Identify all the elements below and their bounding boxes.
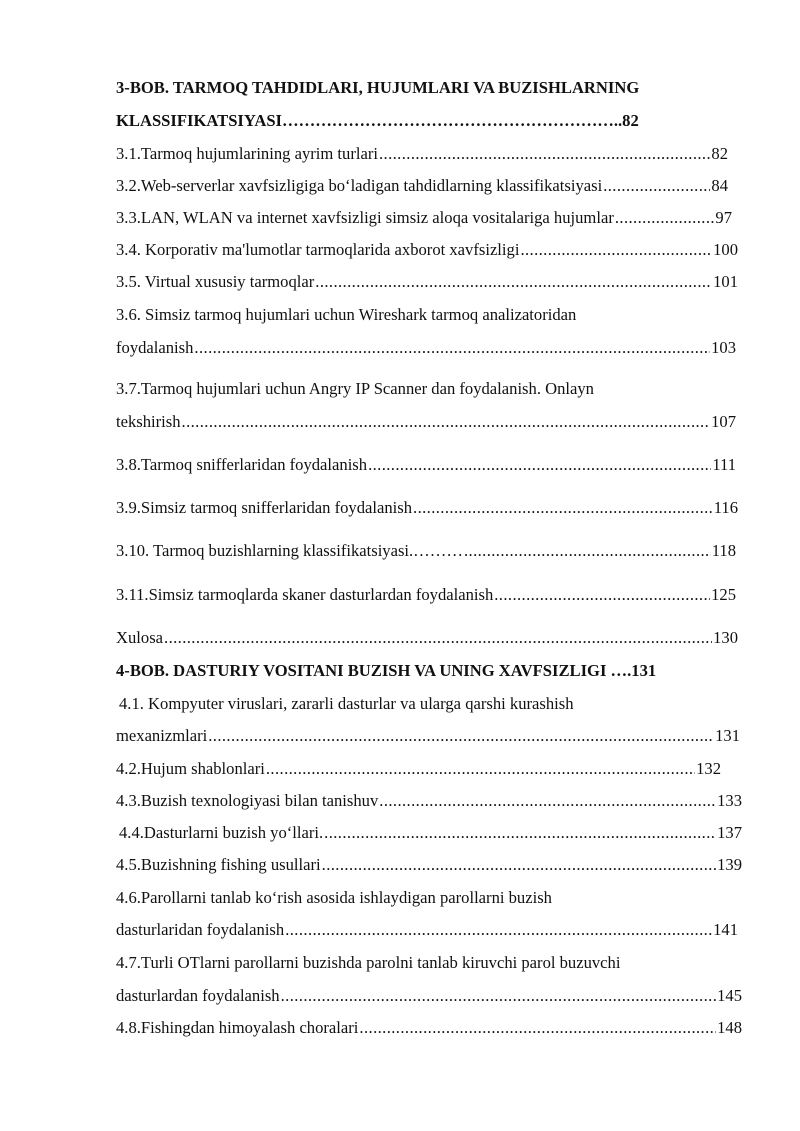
- page-number: 118: [711, 541, 736, 560]
- dot-leader: [281, 984, 717, 1008]
- page-number: 101: [713, 272, 738, 291]
- dot-leader: [208, 724, 714, 748]
- toc-entry-4-7-line1: 4.7.Turli OTlarni parollarni buzishda parolni tanlab kiruvchi parol buzuvchi: [116, 953, 621, 972]
- toc-entry-4-4[interactable]: 4.4.Dasturlarni buzish yo‘llari. ..... 137: [119, 821, 742, 845]
- toc-entry-3-6-line1: 3.6. Simsiz tarmoq hujumlari uchun Wireshark tarmoq analizatoridan: [116, 305, 577, 324]
- toc-entry-3-6[interactable]: foydalanish ..... 103: [116, 336, 736, 360]
- chapter-4-heading[interactable]: 4-BOB. DASTURIY VOSITANI BUZISH VA UNING XAVFSIZLIGI ….131: [116, 661, 657, 680]
- toc-entry-4-3[interactable]: 4.3.Buzish texnologiyasi bilan tanishuv ..... 133: [116, 789, 742, 813]
- toc-entry-3-5[interactable]: 3.5. Virtual xususiy tarmoqlar ..... 101: [116, 270, 738, 294]
- toc-entry-4-6[interactable]: dasturlaridan foydalanish ..... 141: [116, 918, 738, 942]
- page-number: 145: [717, 986, 742, 1005]
- toc-entry-4-6-line1: 4.6.Parollarni tanlab ko‘rish asosida ishlaydigan parollarni buzish: [116, 888, 552, 907]
- toc-entry-4-1[interactable]: mexanizmlari ..... 131: [116, 724, 740, 748]
- dot-leader: [379, 789, 716, 813]
- dot-leader: [464, 539, 711, 563]
- dot-leader: [315, 270, 712, 294]
- page-number: 116: [713, 498, 738, 517]
- page-number: 97: [715, 208, 732, 227]
- toc-entry-3-10[interactable]: 3.10. Tarmoq buzishlarning klassifikatsiyasi.……… ..... 118: [116, 539, 736, 563]
- toc-entry-3-1[interactable]: 3.1.Tarmoq hujumlarining ayrim turlari ..... 82: [116, 142, 728, 166]
- toc-entry-4-2[interactable]: 4.2.Hujum shablonlari ..... 132: [116, 757, 721, 781]
- page-number: 131: [715, 726, 740, 745]
- dot-leader: [322, 853, 716, 877]
- dot-leader: [615, 206, 715, 230]
- chapter-3-heading-continued: KLASSIFIKATSIYASI……………………………………………………..82: [116, 111, 639, 130]
- toc-entry-3-4[interactable]: 3.4. Korporativ ma'lumotlar tarmoqlarida axborot xavfsizligi ..... 100: [116, 238, 738, 262]
- dot-leader: [359, 1016, 716, 1040]
- toc-entry-4-1-line1: 4.1. Kompyuter viruslari, zararli dasturlar va ularga qarshi kurashish: [119, 694, 574, 713]
- page-number: 125: [711, 585, 736, 604]
- page-number: 148: [717, 1018, 742, 1037]
- dot-leader: [266, 757, 695, 781]
- toc-entry-4-7[interactable]: dasturlardan foydalanish ..... 145: [116, 984, 742, 1008]
- page-number: 133: [717, 791, 742, 810]
- chapter-3-heading: 3-BOB. TARMOQ TAHDIDLARI, HUJUMLARI VA BUZISHLARNING: [116, 78, 640, 97]
- dot-leader: [182, 410, 711, 434]
- dot-leader: [285, 918, 712, 942]
- dot-leader: [368, 453, 711, 477]
- page-number: 137: [717, 823, 742, 842]
- toc-entry-3-9[interactable]: 3.9.Simsiz tarmoq snifferlaridan foydalanish ..... 116: [116, 496, 738, 520]
- page-number: 100: [713, 240, 738, 259]
- dot-leader: [413, 496, 713, 520]
- page-number: 82: [711, 144, 728, 163]
- dot-leader: [494, 583, 710, 607]
- toc-entry-4-8[interactable]: 4.8.Fishingdan himoyalash choralari ..... 148: [116, 1016, 742, 1040]
- page-number: 84: [711, 176, 728, 195]
- toc-entry-conclusion[interactable]: Xulosa ..... 130: [116, 626, 738, 650]
- page-number: 139: [717, 855, 742, 874]
- page-number: 103: [711, 338, 736, 357]
- dot-leader: [520, 238, 712, 262]
- dot-leader: [603, 174, 710, 198]
- page-number: 107: [711, 412, 736, 431]
- dot-leader: [194, 336, 710, 360]
- toc-entry-3-8[interactable]: 3.8.Tarmoq snifferlaridan foydalanish ..... 111: [116, 453, 736, 477]
- page-number: 130: [713, 628, 738, 647]
- page-number: 132: [696, 759, 721, 778]
- toc-entry-3-11[interactable]: 3.11.Simsiz tarmoqlarda skaner dasturlardan foydalanish ..... 125: [116, 583, 736, 607]
- page-number: 141: [713, 920, 738, 939]
- dot-leader: [324, 821, 716, 845]
- page-number: 111: [712, 455, 736, 474]
- toc-entry-4-5[interactable]: 4.5.Buzishning fishing usullari ..... 139: [116, 853, 742, 877]
- dot-leader: [379, 142, 710, 166]
- toc-entry-3-7-line1: 3.7.Tarmoq hujumlari uchun Angry IP Scanner dan foydalanish. Onlayn: [116, 379, 594, 398]
- toc-entry-3-2[interactable]: 3.2.Web-serverlar xavfsizligiga bo‘ladigan tahdidlarning klassifikatsiyasi ..... 84: [116, 174, 728, 198]
- dot-leader: [164, 626, 712, 650]
- toc-entry-3-7[interactable]: tekshirish ..... 107: [116, 410, 736, 434]
- toc-entry-3-3[interactable]: 3.3.LAN, WLAN va internet xavfsizligi simsiz aloqa vositalariga hujumlar ..... 97: [116, 206, 732, 230]
